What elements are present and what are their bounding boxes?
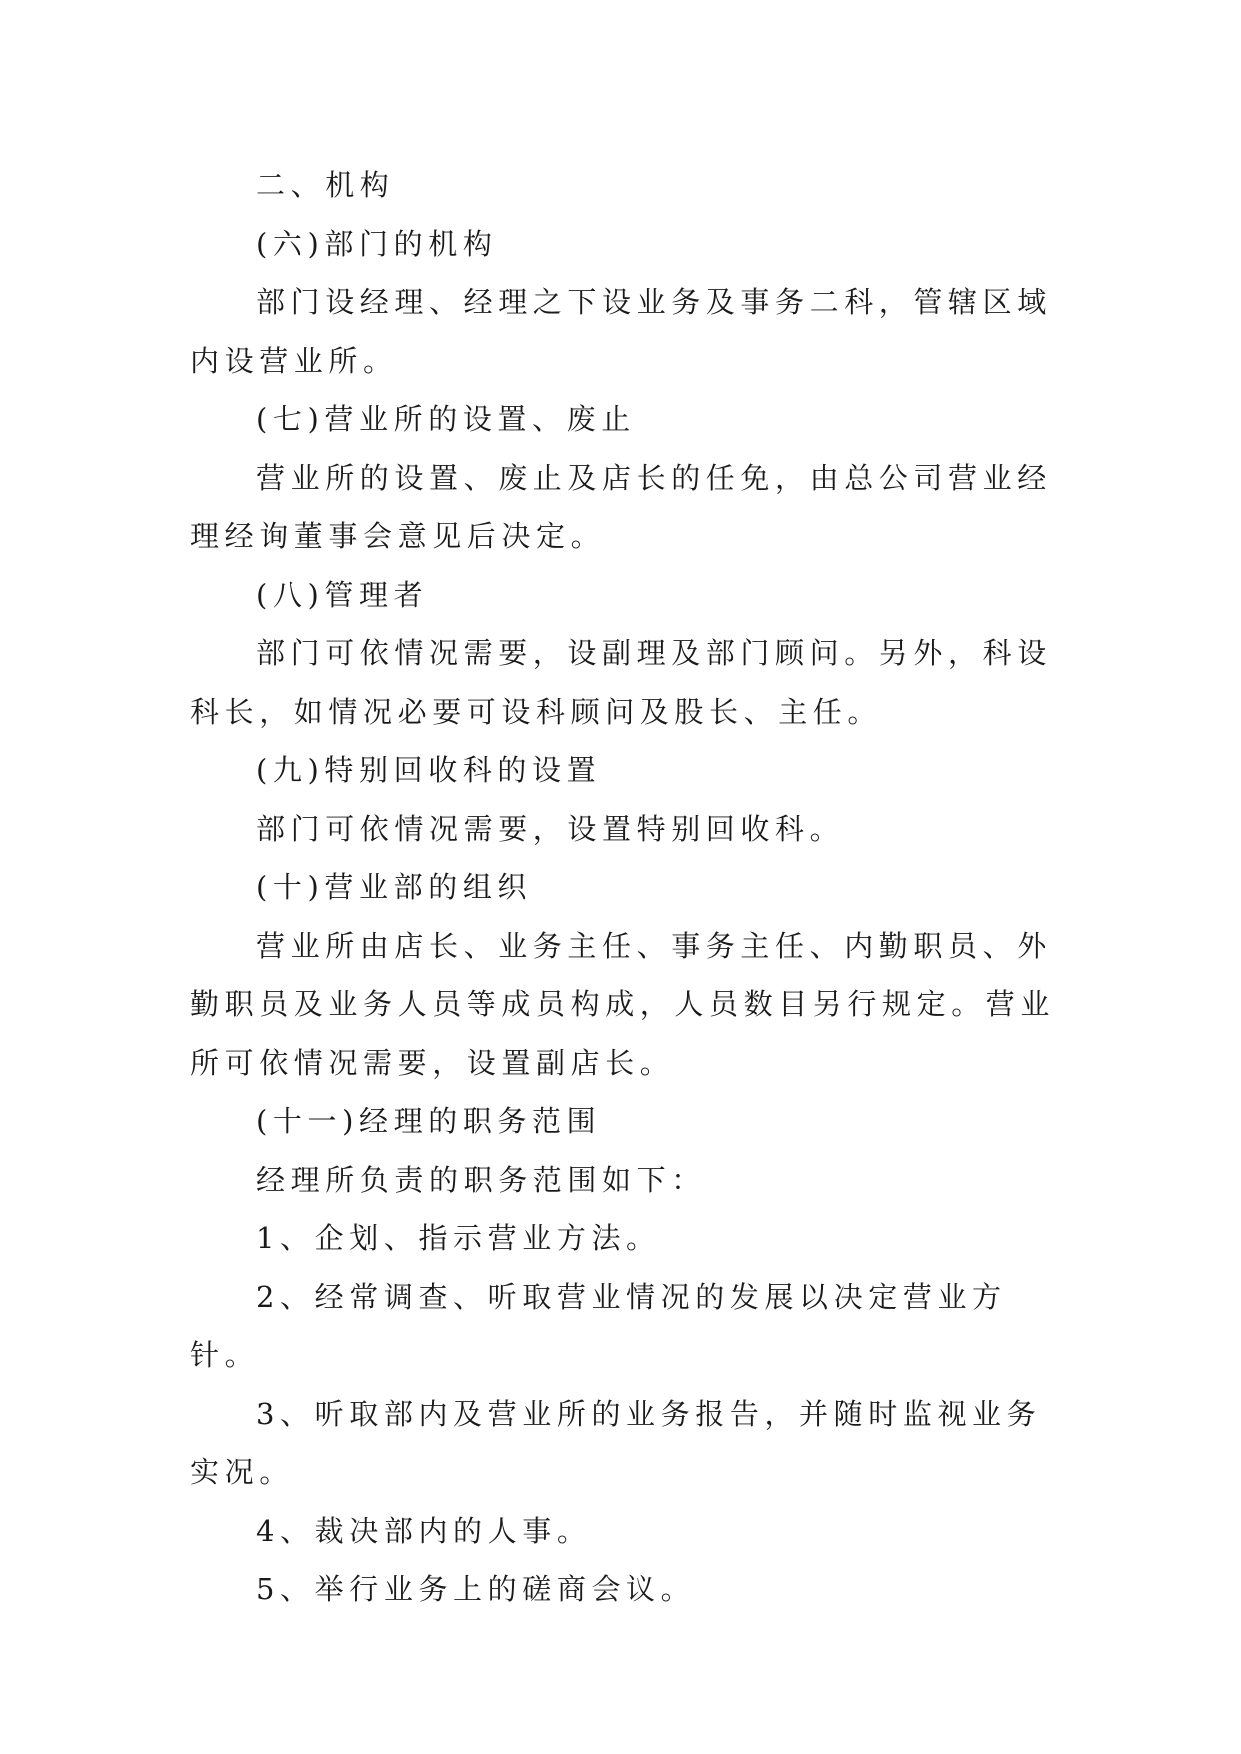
body-paragraph: 部门设经理、经理之下设业务及事务二科，管辖区域内设营业所。	[190, 285, 1052, 378]
body-paragraph: 部门可依情况需要，设副理及部门顾问。另外，科设科长，如情况必要可设科顾问及股长、主任。	[190, 636, 1052, 729]
body-paragraph: 营业所的设置、废止及店长的任免，由总公司营业经理经询董事会意见后决定。	[190, 460, 1052, 553]
list-item: 1、企划、指示营业方法。	[256, 1221, 661, 1255]
body-paragraph: 营业所由店长、业务主任、事务主任、内勤职员、外勤职员及业务人员等成员构成，人员数目另行规定。营业所可依情况需要，设置副店长。	[190, 928, 1056, 1080]
list-item: 4、裁决部内的人事。	[256, 1513, 592, 1548]
subsection-heading: (八)管理者	[256, 577, 429, 612]
body-paragraph: 经理所负责的职务范围如下：	[256, 1162, 706, 1197]
body-paragraph: 部门可依情况需要，设置特别回收科。	[256, 811, 845, 846]
subsection-heading: (十一)经理的职务范围	[256, 1104, 602, 1138]
subsection-heading: (九)特别回收科的设置	[256, 753, 602, 787]
subsection-heading: (十)营业部的组织	[256, 870, 533, 904]
list-item: 2、经常调查、听取营业情况的发展以决定营业方针。	[190, 1279, 1007, 1372]
subsection-heading: (六)部门的机构	[256, 226, 498, 261]
list-item: 3、听取部内及营业所的业务报告，并随时监视业务实况。	[190, 1396, 1042, 1489]
list-item: 5、举行业务上的磋商会议。	[256, 1572, 696, 1606]
document-body	[190, 156, 1056, 1619]
section-heading: 二、机构	[256, 168, 395, 202]
subsection-heading: (七)营业所的设置、废止	[256, 402, 636, 436]
